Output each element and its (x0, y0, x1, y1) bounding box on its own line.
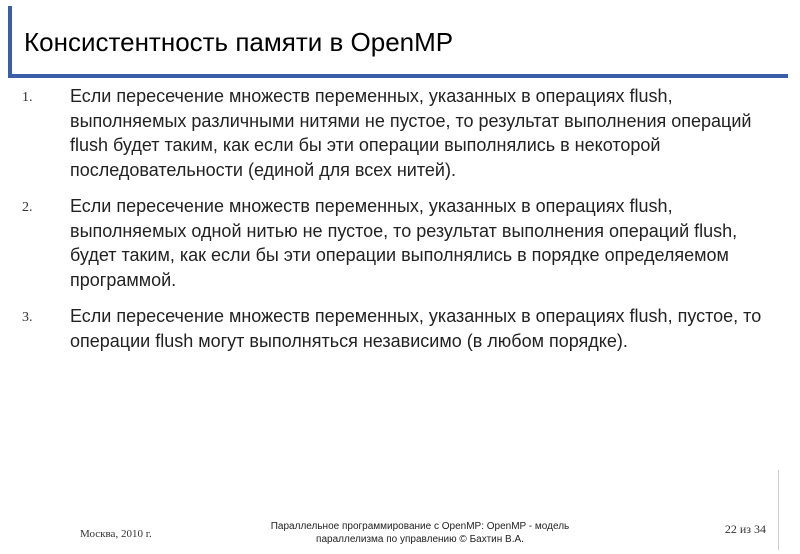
title-accent-vertical (8, 6, 12, 78)
list-item-text: Если пересечение множеств переменных, указанных в операциях flush, выполняемых различными нитями не пустое, то результат выполнения операций flush будет таким, как если бы эти операции выполнялись в некоторой последовательности (единой для всех нитей). (70, 86, 752, 180)
list-item-text: Если пересечение множеств переменных, указанных в операциях flush, пустое, то операции flush могут выполняться независимо (в любом порядке). (70, 306, 762, 351)
slide-title: Консистентность памяти в OpenMP (24, 27, 454, 57)
list-item (22, 84, 762, 182)
footer-location-date: Москва, 2010 г. (80, 528, 152, 540)
page-indicator: 22 из 34 (724, 522, 766, 536)
list-item-text: Если пересечение множеств переменных, указанных в операциях flush, выполняемых одной нитью не пустое, то результат выполнения операций flush, будет таким, как если бы эти операции выполнялись в порядке определяемом программой. (70, 196, 738, 290)
list-item-number: 3. (22, 310, 33, 325)
footer-course-line-2: параллелизма по управлению © Бахтин В.А. (316, 534, 524, 545)
slide-footer (0, 508, 800, 554)
list-item-number: 1. (22, 90, 33, 105)
list-item (22, 194, 762, 292)
title-accent-underline (8, 74, 788, 78)
list-item-number: 2. (22, 200, 33, 215)
slide-header (0, 0, 800, 80)
footer-course-title (230, 520, 610, 546)
footer-course-line-1: Параллельное программирование с OpenMP: OpenMP - модель (270, 521, 570, 532)
list-item (22, 304, 762, 353)
numbered-list (22, 84, 762, 365)
